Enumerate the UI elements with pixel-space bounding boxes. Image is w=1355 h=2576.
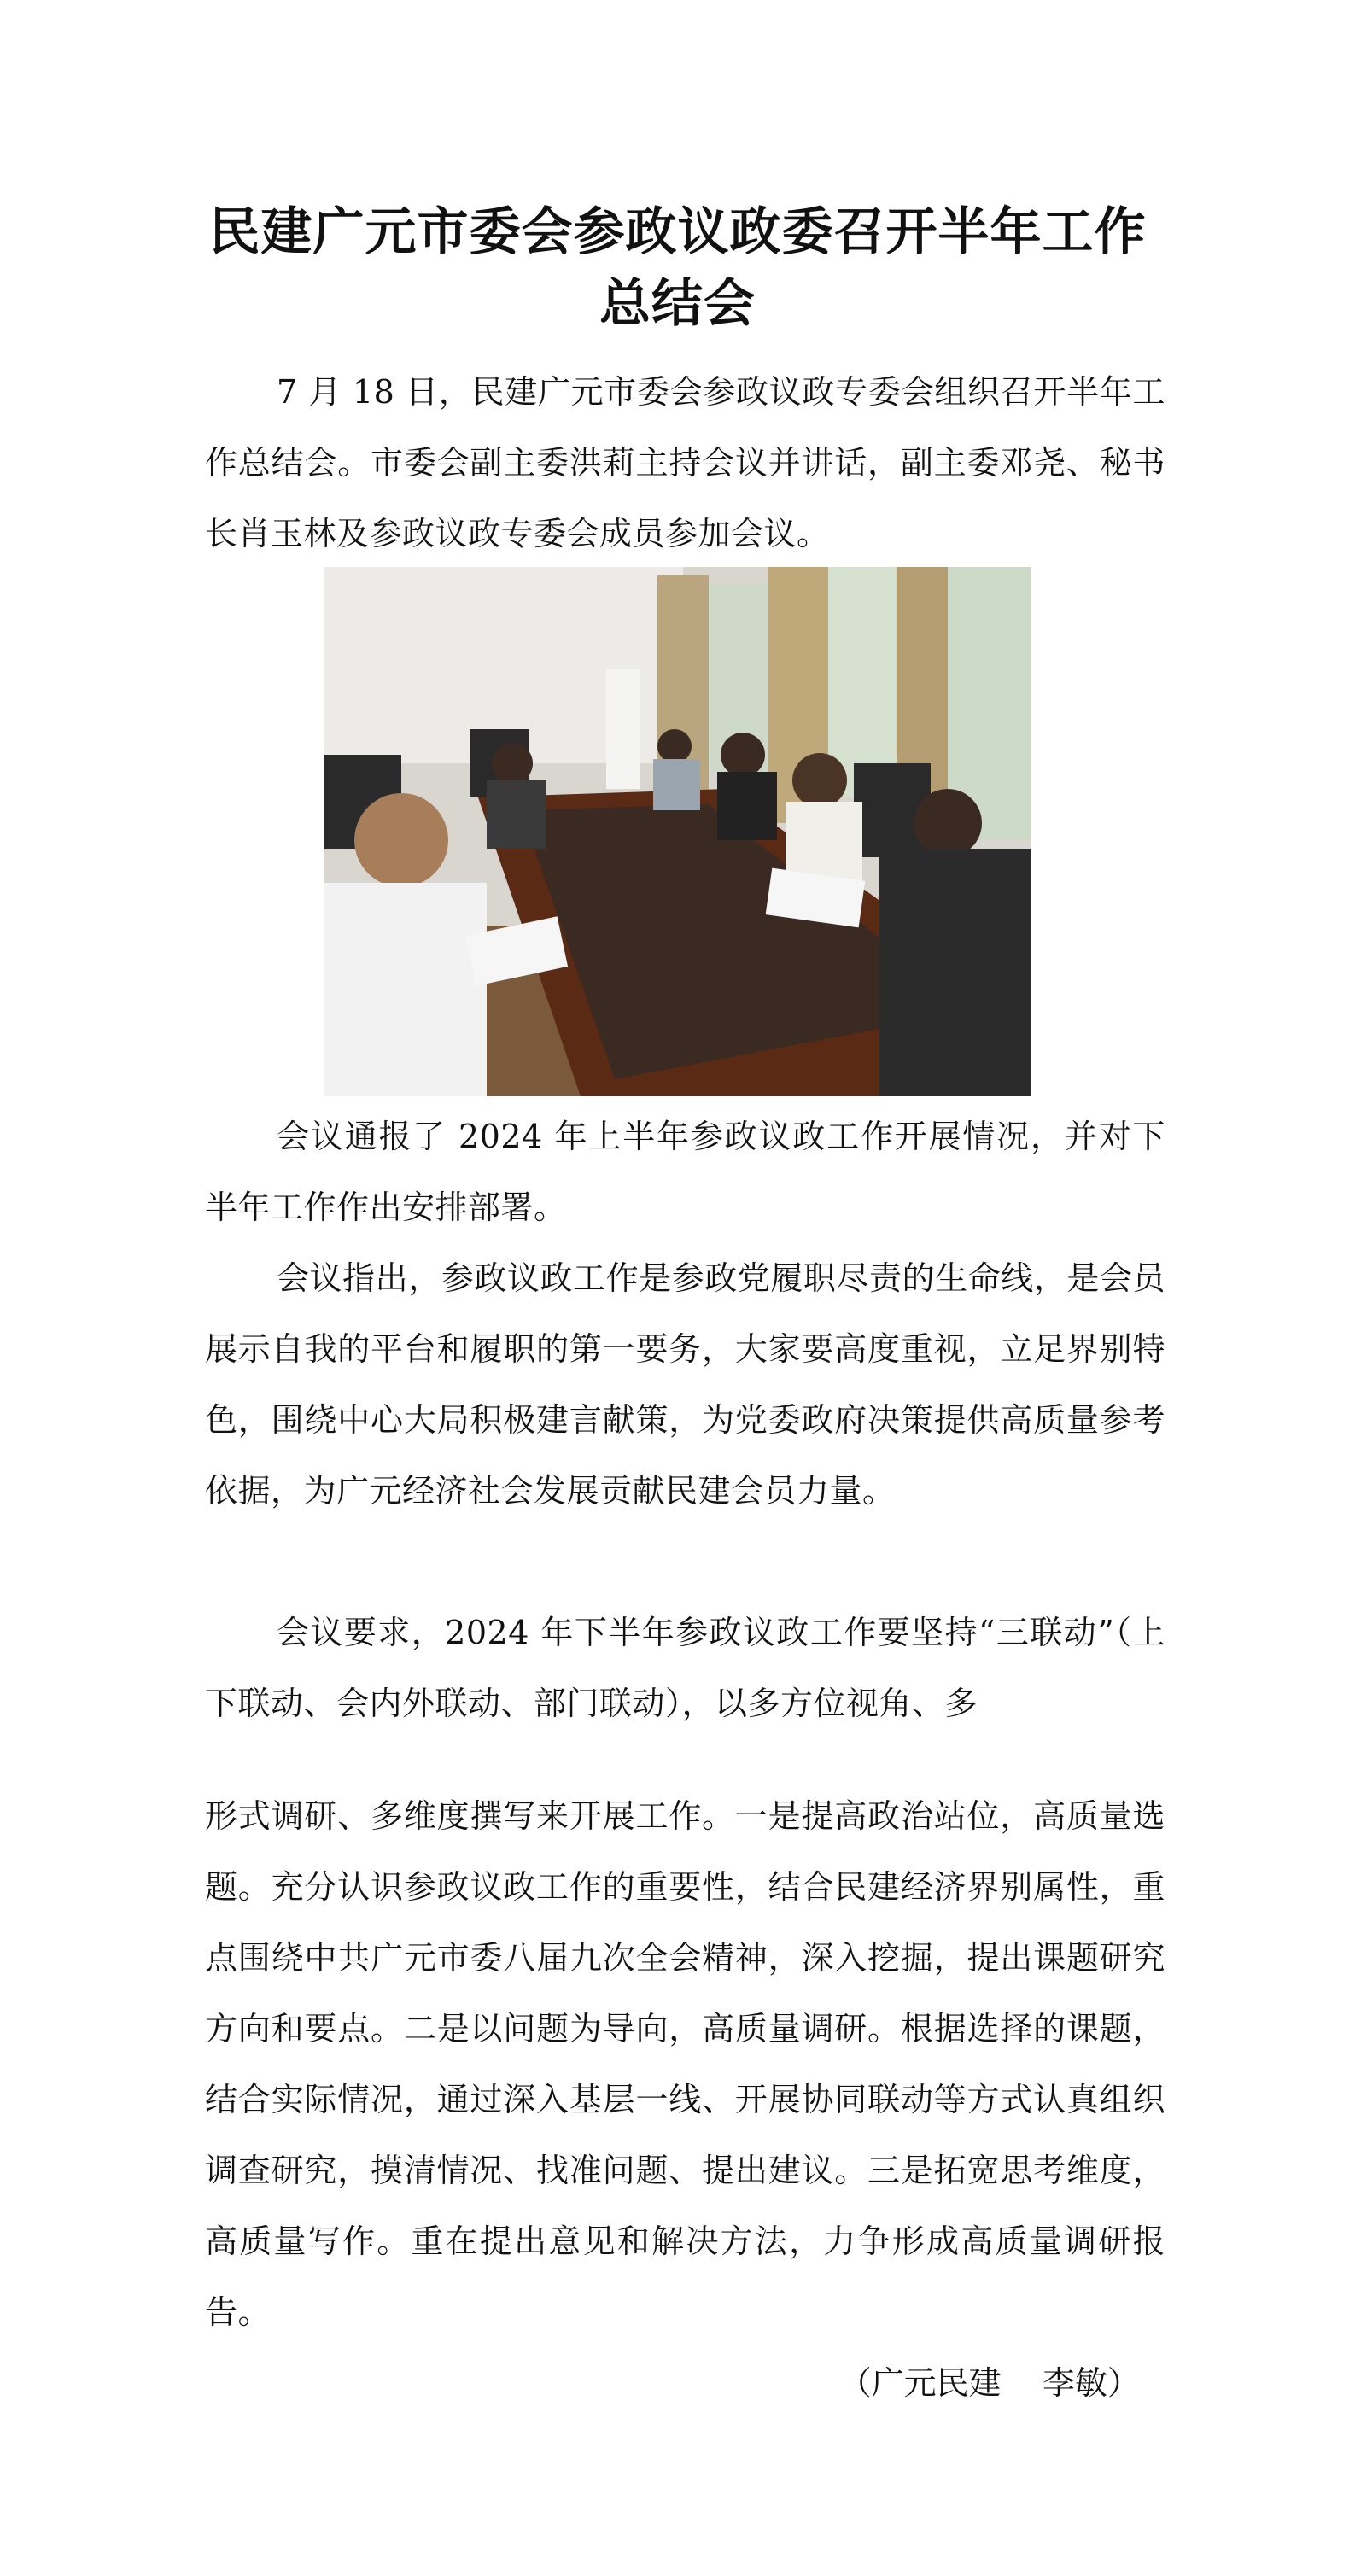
meeting-photo [324,567,1031,1096]
paragraph-intro: 7 月 18 日，民建广元市委会参政议政专委会组织召开半年工作总结会。市委会副主委洪莉主持会议并讲话，副主委邓尧、秘书长肖玉林及参政议政专委会成员参加会议。 [205,373,1165,552]
paragraph-meeting-points: 会议指出，参政议政工作是参政党履职尽责的生命线，是会员展示自我的平台和履职的第一要务，大家要高度重视，立足界别特色，围绕中心大局积极建言献策，为党委政府决策提供高质量参考依据，为广元经济社会发展贡献民建会员力量。 [205,1259,1165,1510]
paragraph-meeting-requirements: 会议要求，2024 年下半年参政议政工作要坚持“三联动”（上下联动、会内外联动、部门联动），以多方位视角、多 [205,1614,1165,1722]
meeting-photo-illustration [324,567,1031,1096]
article-title: 民建广元市委会参政议政委召开半年工作总结会 [208,202,1147,335]
article-credit: （广元民建 李敏） [838,2364,1140,2402]
paragraph-requirements-continued: 形式调研、多维度撰写来开展工作。一是提高政治站位，高质量选题。充分认识参政议政工作的重要性，结合民建经济界别属性，重点围绕中共广元市委八届九次全会精神，深入挖掘，提出课题研究方向和要点。二是以问题为导向，高质量调研。根据选择的课题，结合实际情况，通过深入基层一线、开展协同联动等方式认真组织调查研究，摸清情况、找准问题、提出建议。三是拓宽思考维度，高质量写作。重在提出意见和解决方法，力争形成高质量调研报告。 [205,1797,1165,2331]
paragraph-report: 会议通报了 2024 年上半年参政议政工作开展情况，并对下半年工作作出安排部署。 [205,1118,1165,1226]
